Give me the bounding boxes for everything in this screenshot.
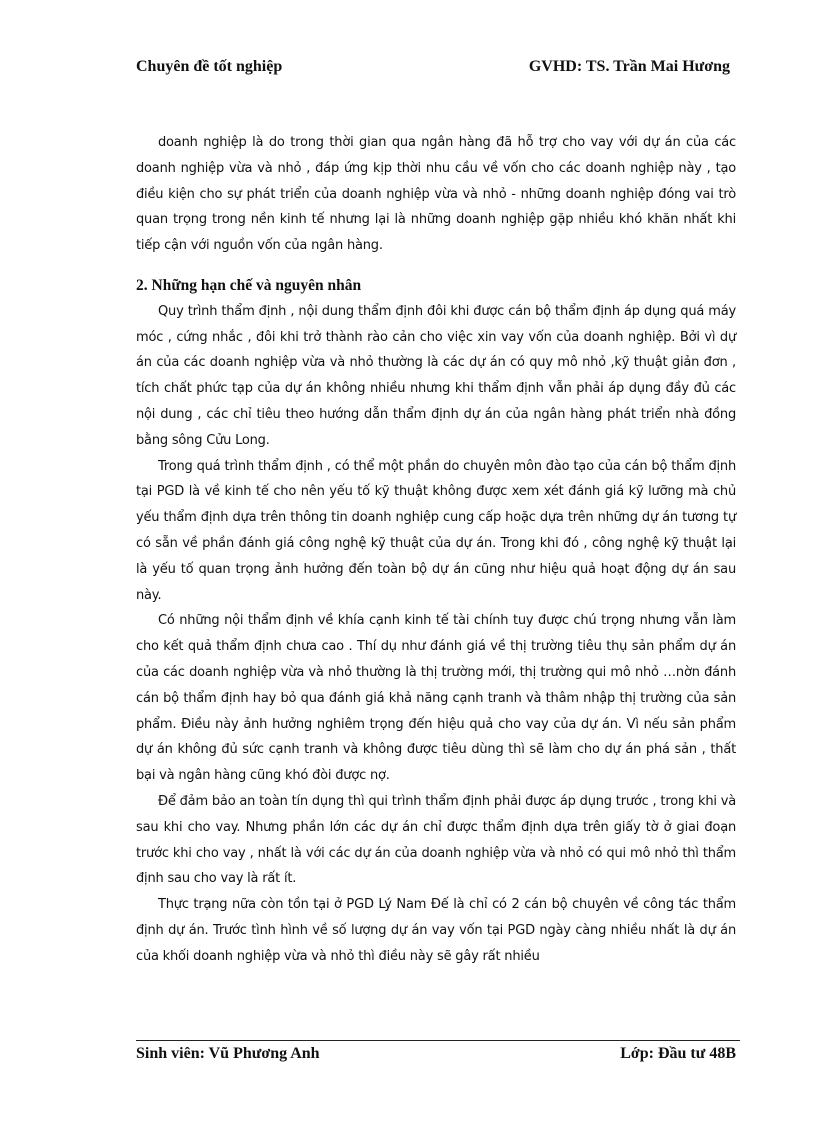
page-footer xyxy=(136,1045,736,1067)
footer-student: Sinh viên: Vũ Phương Anh xyxy=(136,1045,320,1062)
footer-class: Lớp: Đầu tư 48B xyxy=(620,1045,736,1062)
paragraph: Quy trình thẩm định , nội dung thẩm định đôi khi được cán bộ thẩm định áp dụng quá máy móc , cứng nhắc , đôi khi trở thành rào cản cho việc xin vay vốn của doanh nghiệp. Bởi vì dự án của các doanh nghiệp vừa và nhỏ thường là các dự án có quy mô nhỏ ,kỹ thuật giản đơn , tích chất phức tạp của dự án không nhiều nhưng khi thẩm định vẫn phải áp dụng đầy đủ các nội dung , các chỉ tiêu theo hướng dẫn thẩm định dự án của ngân hàng phát triển nhà đồng bằng sông Cửu Long. xyxy=(136,303,736,448)
page-header xyxy=(136,58,730,80)
document-body xyxy=(136,130,736,970)
paragraph: Để đảm bảo an toàn tín dụng thì qui trình thẩm định phải được áp dụng trước , trong khi và sau khi cho vay. Nhưng phần lớn các dự án chỉ được thẩm định dựa trên giấy tờ ở giai đoạn trước khi cho vay , nhất là với các dự án của doanh nghiệp vừa và nhỏ có qui mô nhỏ thì thẩm định sau cho vay là rất ít. xyxy=(136,793,736,887)
paragraph: doanh nghiệp là do trong thời gian qua ngân hàng đã hỗ trợ cho vay với dự án của các doanh nghiệp vừa và nhỏ , đáp ứng kịp thời nhu cầu về vốn cho các doanh nghiệp này , tạo điều kiện cho sự phát triển của doanh nghiệp vừa và nhỏ - những doanh nghiệp đóng vai trò quan trọng trong nền kinh tế nhưng lại là những doanh nghiệp gặp nhiều khó khăn nhất khi tiếp cận với nguồn vốn của ngân hàng. xyxy=(136,135,736,254)
header-supervisor: GVHD: TS. Trần Mai Hương xyxy=(528,58,730,75)
section-heading: 2. Những hạn chế và nguyên nhân xyxy=(136,276,362,294)
footer-divider xyxy=(136,1040,740,1041)
paragraph: Có những nội thẩm định về khía cạnh kinh tế tài chính tuy được chú trọng nhưng vẫn làm cho kết quả thẩm định chưa cao . Thí dụ như đánh giá về thị trường tiêu thụ sản phẩm dự án của các doanh nghiệp vừa và nhỏ thường là thị trường mới, thị trường qui mô nhỏ …nờn đánh cán bộ thẩm định hay bỏ qua đánh giá khả năng cạnh tranh và thâm nhập thị trường của sản phẩm. Điều này ảnh hưởng nghiêm trọng đến hiệu quả cho vay của dự án. Vì nếu sản phẩm dự án không đủ sức cạnh tranh và không được tiêu dùng thì sẽ làm cho dự án phá sản , thất bại và ngân hàng cũng khó đòi được nợ. xyxy=(136,613,736,784)
paragraph: Thực trạng nữa còn tồn tại ở PGD Lý Nam Đế là chỉ có 2 cán bộ chuyên về công tác thẩm định dự án. Trước tình hình về số lượng dự án vay vốn tại PGD ngày càng nhiều nhất là dự án của khối doanh nghiệp vừa và nhỏ thì điều này sẽ gây rất nhiều xyxy=(136,897,736,964)
header-document-type: Chuyên đề tốt nghiệp xyxy=(136,58,283,75)
paragraph: Trong quá trình thẩm định , có thể một phần do chuyên môn đào tạo của cán bộ thẩm định tại PGD là về kinh tế cho nên yếu tố kỹ thuật không được xem xét đánh giá kỹ lưỡng mà chủ yếu thẩm định dựa trên thông tin doanh nghiệp cung cấp hoặc dựa trên những dự án tương tự có sẵn về phần đánh giá công nghệ kỹ thuật của dự án. Trong khi đó , công nghệ kỹ thuật lại là yếu tố quan trọng ảnh hưởng đến toàn bộ dự án cũng như hiệu quả hoạt động dự án sau này. xyxy=(136,458,736,603)
